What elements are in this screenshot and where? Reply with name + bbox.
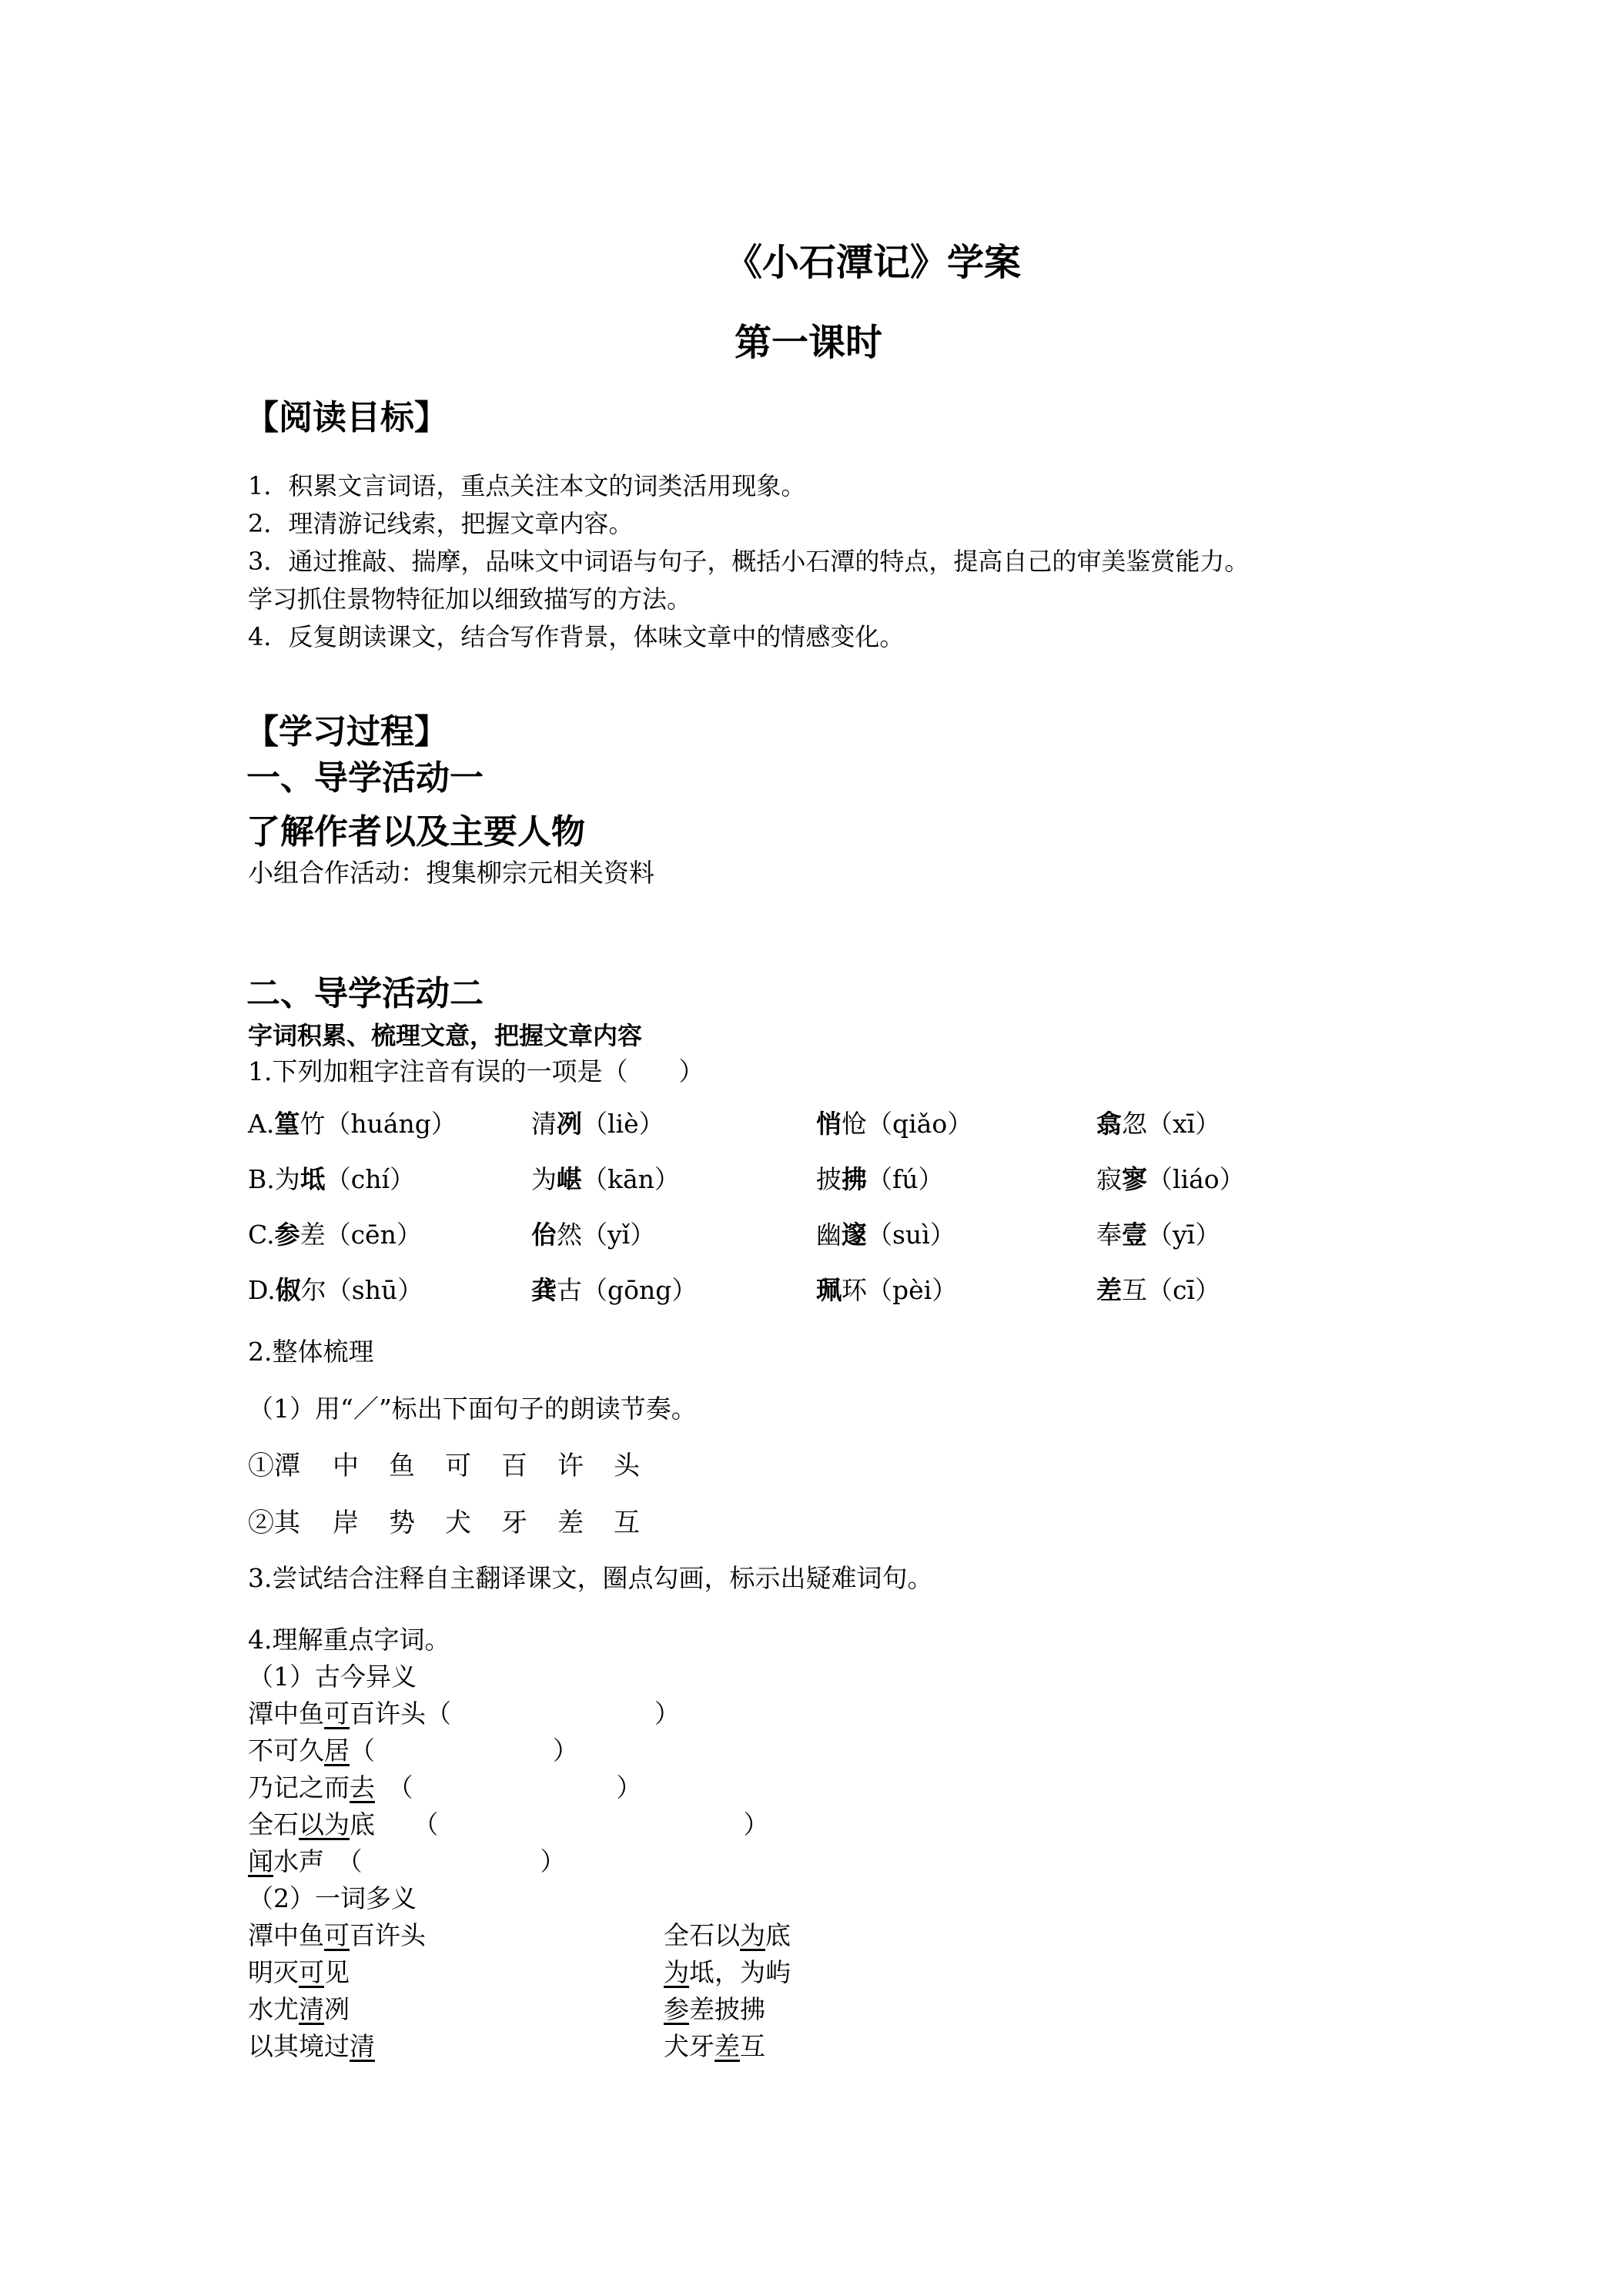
item-text: 冽 (324, 1994, 350, 2024)
item-text: 犬牙 (664, 2031, 714, 2061)
goals-heading: 【阅读目标】 (245, 398, 448, 437)
gujin-item (248, 1731, 578, 1767)
item-text: 互 (740, 2031, 765, 2061)
page-subtitle: 第一课时 (735, 321, 883, 364)
option-text: 奉 (1096, 1220, 1122, 1250)
gujin-item (248, 1805, 769, 1841)
option-cell (816, 1215, 955, 1251)
option-pinyin: 忽（xī） (1122, 1109, 1221, 1139)
item-text: 见 (324, 1957, 350, 1987)
rhythm-char: 差 (557, 1508, 584, 1538)
duoyi-item-right (664, 1916, 791, 1952)
option-cell (531, 1160, 680, 1196)
rhythm-sentence-2 (248, 1501, 670, 1539)
underlined-word: 去 (350, 1772, 375, 1802)
rhythm-char: 许 (557, 1451, 584, 1481)
option-bold-char: 参 (274, 1220, 300, 1250)
underlined-word: 差 (714, 2031, 740, 2061)
item-text: 潭中鱼 (248, 1920, 324, 1950)
underlined-word: 为 (740, 1920, 765, 1950)
option-pinyin: 差（cēn） (300, 1220, 422, 1250)
item-text: 水尤 (248, 1994, 299, 2024)
option-pinyin: （fú） (867, 1164, 944, 1194)
option-cell (1096, 1270, 1220, 1307)
rhythm-char: 势 (389, 1508, 415, 1538)
option-bold-char: 拂 (842, 1164, 867, 1194)
option-pinyin: （yī） (1147, 1220, 1221, 1250)
option-bold-char: 坻 (300, 1164, 326, 1194)
underlined-word: 可 (324, 1699, 350, 1729)
option-text: C. (248, 1220, 275, 1250)
option-text: A. (248, 1109, 275, 1139)
gujin-item (248, 1842, 566, 1878)
rhythm-char: 牙 (501, 1508, 527, 1538)
underlined-word: 以为 (299, 1809, 350, 1839)
duoyi-item-left (248, 1990, 350, 2026)
option-bold-char: 邃 (842, 1220, 867, 1250)
item-text: 水声 （ ） (273, 1846, 566, 1876)
item-text: 不可久 (248, 1735, 324, 1766)
underlined-word: 清 (299, 1994, 324, 2024)
option-bold-char: 佁 (531, 1220, 557, 1250)
rhythm-char: 鱼 (389, 1451, 415, 1481)
option-pinyin: 怆（qiǎo） (842, 1109, 973, 1139)
rhythm-char: 犬 (445, 1508, 471, 1538)
option-cell (1096, 1104, 1220, 1140)
item-text: 百许头 (350, 1920, 426, 1950)
rhythm-char: 中 (333, 1451, 359, 1481)
item-text: 潭中鱼 (248, 1699, 324, 1729)
option-bold-char: 悄 (816, 1109, 842, 1139)
duoyi-item-right (664, 1953, 791, 1989)
item-text: 全石 (248, 1809, 299, 1839)
gujin-item (248, 1768, 642, 1804)
item-text: 底 (765, 1920, 791, 1950)
underlined-word: 为 (664, 1957, 689, 1987)
item-text: 百许头（ ） (350, 1699, 680, 1729)
underlined-word: 清 (350, 2031, 375, 2061)
option-cell (248, 1104, 457, 1140)
option-cell (531, 1104, 664, 1140)
option-text: 幽 (816, 1220, 842, 1250)
activity1-heading: 一、导学活动一 (246, 758, 484, 798)
item-text: 坻，为屿 (689, 1957, 791, 1987)
option-cell (1096, 1215, 1220, 1251)
option-pinyin: 尔（shū） (300, 1275, 423, 1305)
question-4-2: （2）一词多义 (248, 1883, 417, 1913)
option-cell (531, 1270, 697, 1307)
item-text: （ ） (350, 1735, 578, 1766)
rhythm-char: 可 (445, 1451, 471, 1481)
option-bold-char: 翕 (1096, 1109, 1122, 1139)
item-text: （ ） (375, 1772, 642, 1802)
duoyi-item-left (248, 1953, 350, 1989)
item-text: 以其境过 (248, 2031, 350, 2061)
goal-item-1: 1．积累文言词语，重点关注本文的词类活用现象。 (248, 471, 806, 500)
option-bold-char: 寥 (1122, 1164, 1147, 1194)
duoyi-item-left (248, 1916, 426, 1952)
option-bold-char: 壹 (1122, 1220, 1147, 1250)
question-4-1: （1）古今异义 (248, 1662, 417, 1692)
goal-item-2: 2．理清游记线索，把握文章内容。 (248, 509, 634, 538)
option-cell (1096, 1160, 1245, 1196)
option-text: B.为 (248, 1164, 300, 1194)
option-cell (816, 1270, 957, 1307)
item-text: 全石以 (664, 1920, 740, 1950)
gujin-item (248, 1694, 680, 1730)
option-pinyin: （kān） (582, 1164, 680, 1194)
option-pinyin: （liáo） (1147, 1164, 1245, 1194)
option-bold-char: 差 (1096, 1275, 1122, 1305)
duoyi-item-left (248, 2027, 375, 2063)
option-cell (248, 1270, 423, 1307)
option-cell (248, 1160, 415, 1196)
activity1-subheading: 了解作者以及主要人物 (246, 812, 585, 852)
rhythm-char: ②其 (248, 1508, 300, 1538)
option-bold-char: 龚 (531, 1275, 557, 1305)
duoyi-item-right (664, 2027, 765, 2063)
rhythm-char: 岸 (333, 1508, 359, 1538)
underlined-word: 参 (664, 1994, 689, 2024)
option-pinyin: 互（cī） (1122, 1275, 1221, 1305)
option-cell (248, 1215, 422, 1251)
question-2-1: （1）用“／”标出下面句子的朗读节奏。 (248, 1394, 697, 1424)
rhythm-char: 互 (614, 1508, 640, 1538)
option-text: 披 (816, 1164, 842, 1194)
underlined-word: 闻 (248, 1846, 273, 1876)
activity2-subheading: 字词积累、梳理文意，把握文章内容 (248, 1021, 643, 1050)
question-3: 3.尝试结合注释自主翻译课文，圈点勾画，标示出疑难词句。 (248, 1563, 933, 1593)
option-pinyin: 环（pèi） (842, 1275, 958, 1305)
option-text: 清 (531, 1109, 557, 1139)
rhythm-char: 头 (614, 1451, 640, 1481)
option-pinyin: （suì） (867, 1220, 955, 1250)
option-pinyin: （chí） (325, 1164, 416, 1194)
option-bold-char: 篁 (274, 1109, 300, 1139)
option-pinyin: 竹（huáng） (300, 1109, 457, 1139)
question-4: 4.理解重点字词。 (248, 1625, 450, 1655)
goal-item-3-cont: 学习抓住景物特征加以细致描写的方法。 (248, 584, 692, 614)
duoyi-item-right (664, 1990, 765, 2026)
process-heading: 【学习过程】 (245, 712, 448, 751)
option-cell (816, 1160, 943, 1196)
rhythm-sentence-1 (248, 1444, 670, 1482)
option-cell (531, 1215, 655, 1251)
page-title: 《小石潭记》学案 (725, 241, 1022, 284)
option-pinyin: 古（gōng） (557, 1275, 698, 1305)
goal-item-3: 3．通过推敲、揣摩，品味文中词语与句子，概括小石潭的特点，提高自己的审美鉴赏能力。 (248, 547, 1250, 576)
option-bold-char: 冽 (557, 1109, 582, 1139)
rhythm-char: ①潭 (248, 1451, 300, 1481)
question-2: 2.整体梳理 (248, 1337, 374, 1367)
option-text: D. (248, 1275, 276, 1305)
item-text: 差披拂 (689, 1994, 765, 2024)
option-pinyin: 然（yǐ） (557, 1220, 656, 1250)
activity1-text: 小组合作活动：搜集柳宗元相关资料 (248, 858, 654, 888)
question-1: 1.下列加粗字注音有误的一项是（ ） (248, 1056, 704, 1086)
option-bold-char: 珮 (816, 1275, 842, 1305)
item-text: 底 （ ） (350, 1809, 769, 1839)
option-text: 寂 (1096, 1164, 1122, 1194)
underlined-word: 可 (324, 1920, 350, 1950)
activity2-heading: 二、导学活动二 (246, 974, 484, 1013)
rhythm-char: 百 (501, 1451, 527, 1481)
underlined-word: 居 (324, 1735, 350, 1766)
option-pinyin: （liè） (582, 1109, 664, 1139)
option-cell (816, 1104, 972, 1140)
item-text: 明灭 (248, 1957, 299, 1987)
underlined-word: 可 (299, 1957, 324, 1987)
option-bold-char: 嵁 (557, 1164, 582, 1194)
item-text: 乃记之而 (248, 1772, 350, 1802)
goal-item-4: 4．反复朗读课文，结合写作背景，体味文章中的情感变化。 (248, 622, 905, 651)
option-text: 为 (531, 1164, 557, 1194)
option-bold-char: 俶 (275, 1275, 301, 1305)
